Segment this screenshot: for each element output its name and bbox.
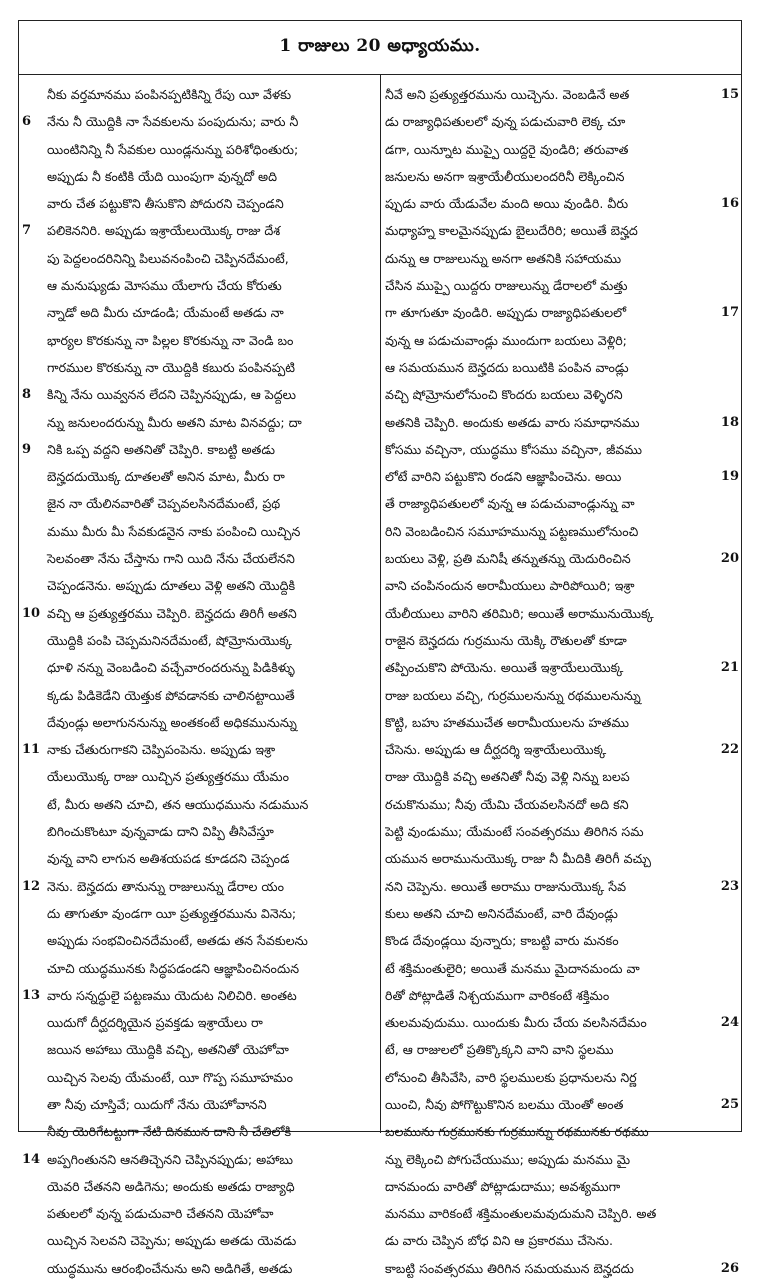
line-text: వచ్చి షోమ్రోనులోనుంచి కొందరు బయలు వెళ్ళిరని	[385, 387, 623, 403]
line-text: మనము వారికంటే శక్తిమంతులమవుదుమని చెప్పిరి. అత	[385, 1206, 657, 1222]
text-line	[385, 818, 741, 845]
text-line	[385, 190, 741, 217]
verse-number: 13	[22, 987, 41, 1003]
text-line	[21, 108, 377, 135]
line-text: తా నీవు చూస్తివే; యిదుగో నేను యెహోవానని	[47, 1096, 267, 1112]
text-line	[385, 518, 741, 545]
text-line	[21, 190, 377, 217]
line-text: నీవు యెరిగేటట్టుగా నేటి దినమున దాని నీ చేతిలోకి	[47, 1124, 292, 1140]
line-text: కులు అతని చూచి అనినదేమంటే, వారి దేవుండ్లు	[385, 905, 618, 921]
text-line	[385, 763, 741, 790]
page-header	[19, 21, 741, 75]
text-line	[21, 572, 377, 599]
text-line	[21, 845, 377, 872]
line-text: చూచి యుద్ధమునకు సిద్ధపడండని ఆజ్ఞాపించినందున	[47, 960, 300, 976]
text-line	[385, 1146, 741, 1173]
line-text: నికి ఒప్ప వద్దని అతనితో చెప్పిరి. కాబట్టి అతడు	[47, 441, 276, 457]
line-text: యేలుయొక్క రాజు యిచ్చిన ప్రత్యుత్తరము యేమం	[47, 769, 290, 785]
text-line	[21, 163, 377, 190]
verse-number: 17	[720, 305, 739, 321]
text-line	[385, 163, 741, 190]
verse-number: 16	[720, 196, 739, 212]
text-line	[385, 845, 741, 872]
text-line	[21, 1173, 377, 1200]
text-line	[21, 1146, 377, 1173]
line-text: న్నాడో అది మీరు చూడండి; యేమంటే అతడు నా	[47, 305, 284, 321]
line-text: భార్యల కొరకున్ను నా పిల్లల కొరకున్ను నా వెండి బం	[47, 332, 294, 348]
line-text: నాకు చేతురుగాకని చెప్పిపంపెను. అప్పుడు ఇశ్రా	[47, 742, 276, 758]
line-text: యిచ్చిన సెలవని చెప్పెను; అప్పుడు అతడు యెవడు	[47, 1233, 297, 1249]
line-text: జయిన అహాబు యొద్దికి వచ్చి, అతనితో యెహోవా	[47, 1042, 289, 1058]
line-text: కొట్టి, బహు హతముచేత అరామీయులను హతము	[385, 714, 630, 730]
line-text: బిగించుకొంటూ వున్నవాడు దాని విప్పి తీసివేస్తూ	[47, 824, 274, 840]
line-text: అప్పగింతునని ఆనతిచ్చెనని చెప్పినప్పుడు; అహాబు	[47, 1151, 294, 1167]
page-frame	[18, 20, 742, 1276]
line-text: యిదుగో దీర్ఘదర్శియైన ప్రవక్తడు ఇశ్రాయేలు రా	[47, 1015, 263, 1031]
line-text: లోనుంచి తీసివేసి, వారి స్థలములకు ప్రధానులను నిర్ణ	[385, 1069, 637, 1085]
text-line	[21, 299, 377, 326]
line-text: పలికెననిరి. అప్పుడు ఇశ్రాయేలుయొక్క రాజు దేశ	[47, 223, 281, 239]
verse-number: 22	[720, 742, 739, 758]
line-text: నని చెప్పెను. అయితే అరాము రాజునుయొక్క సేవ	[385, 878, 627, 894]
text-line	[21, 709, 377, 736]
line-text: అతనికి చెప్పిరి. అందుకు అతడు వారు సమాధానము	[385, 414, 640, 430]
line-text: యమున అరామునుయొక్క రాజు నీ మీదికి తిరిగీ వచ్చు	[385, 851, 652, 867]
text-line	[21, 1255, 377, 1282]
line-text: నీవే అని ప్రత్యుత్తరమును యిచ్చెను. వెంబడినే అత	[385, 87, 630, 102]
text-line	[21, 654, 377, 681]
line-text: దేవుండ్లు అలాగుననున్ను అంతకంటే అధికమునున్ను	[47, 714, 297, 730]
text-line	[385, 1064, 741, 1091]
text-line	[385, 1091, 741, 1118]
text-line	[21, 955, 377, 982]
line-text: చేసిన ముప్పై యిద్దరు రాజులున్ను డేరాలలో మత్తు	[385, 278, 628, 294]
text-line	[21, 1227, 377, 1254]
text-line	[21, 245, 377, 272]
text-line	[385, 490, 741, 517]
line-text: తులమవుదుము. యిందుకు మీరు చేయ వలసినదేమం	[385, 1015, 647, 1031]
line-text: నేను నీ యొద్దికి నా సేవకులను పంపుదును; వారు నీ	[47, 114, 299, 130]
text-line	[385, 791, 741, 818]
text-line	[21, 1091, 377, 1118]
line-text: చేసెను. అప్పుడు ఆ దీర్ఘదర్శి ఇశ్రాయేలుయొక్క	[385, 742, 607, 758]
text-line	[385, 245, 741, 272]
text-line	[21, 81, 377, 108]
text-line	[385, 409, 741, 436]
verse-number: 19	[720, 469, 739, 485]
text-line	[385, 545, 741, 572]
line-text: వున్న వాని లాగున అతిశయపడ కూడదని చెప్పండ	[47, 851, 290, 867]
line-text: ప్పుడు వారు యేడువేల మంది అయి వుండిరి. వీరు	[385, 196, 629, 212]
verse-number: 9	[22, 441, 32, 457]
line-text: పు పెద్దలందరినిన్ని పిలువనంపించి చెప్పినదేమంటే,	[47, 250, 289, 266]
line-text: దానమందు వారితో పోట్లాడుదాము; అవశ్యముగా	[385, 1178, 621, 1194]
line-text: ధూళి నన్ను వెంబడించి వచ్చేవారందరున్ను పిడికిళ్ళు	[47, 660, 295, 676]
text-line	[385, 272, 741, 299]
text-line	[21, 1036, 377, 1063]
line-text: రాజు బయలు వచ్చి, గుర్రములనున్ను రథములనున్ను	[385, 687, 641, 703]
verse-number: 7	[22, 223, 32, 239]
text-line	[21, 436, 377, 463]
text-line	[385, 1009, 741, 1036]
line-text: జనులను అనగా ఇశ్రాయేలీయులందరినీ లెక్కించిన	[385, 168, 625, 184]
text-line	[385, 736, 741, 763]
text-line	[385, 436, 741, 463]
verse-number: 12	[22, 878, 41, 894]
text-line	[385, 682, 741, 709]
verse-number: 6	[22, 114, 32, 130]
text-line	[21, 982, 377, 1009]
line-text: కోసము వచ్చినా, యుద్ధము కోసము వచ్చినా, జీవము	[385, 441, 642, 457]
text-line	[385, 572, 741, 599]
text-line	[21, 217, 377, 244]
text-line	[21, 354, 377, 381]
verse-number: 11	[22, 742, 41, 758]
line-text: క్కడు పిడికెడేని యెత్తుక పోవడానకు చాలినట్టాయితే	[47, 687, 295, 703]
line-text: రచుకొనుము; నీవు యేమి చేయవలసినదో అది కని	[385, 796, 629, 812]
text-line	[21, 600, 377, 627]
text-line	[21, 736, 377, 763]
line-text: తే రాజ్యాధిపతులలో వున్న ఆ పడుచువాండ్లున్ను వా	[385, 496, 635, 512]
line-text: ఆ మనుష్యుడు మోసము యేలాగు చేయ కోరుతు	[47, 278, 282, 294]
verse-number: 18	[720, 414, 739, 430]
text-line	[21, 873, 377, 900]
line-text: తప్పించుకొని పోయెను. అయితే ఇశ్రాయేలుయొక్క	[385, 660, 624, 676]
text-line	[385, 600, 741, 627]
line-text: వచ్చి ఆ ప్రత్యుత్తరము చెప్పిరి. బెన్హదదు తిరిగీ అతని	[47, 605, 297, 621]
line-text: యొద్దికి పంపి చెప్పమనినదేమంటే, షోమ్రోనుయొక్క	[47, 632, 292, 648]
text-line	[385, 108, 741, 135]
text-line	[21, 927, 377, 954]
line-text: డు రాజ్యాధిపతులలో వున్న పడుచువారి లెక్క చూ	[385, 114, 626, 130]
text-line	[21, 763, 377, 790]
line-text: జైన నా యేలినవారితో చెప్పవలసినదేమంటే, ప్రథ	[47, 496, 281, 512]
text-line	[385, 217, 741, 244]
line-text: పతులలో వున్న పడుచువారి చేతనని యెహోవా	[47, 1206, 274, 1222]
text-line	[21, 1064, 377, 1091]
text-line	[21, 518, 377, 545]
verse-number: 21	[720, 660, 739, 676]
text-line	[21, 1200, 377, 1227]
line-text: నెను. బెన్హదదు తానున్ను రాజులున్ను డేరాల యం	[47, 878, 284, 894]
line-text: రాజైన బెన్హదదు గుర్రమును యెక్కి రౌతులతో కూడా	[385, 632, 627, 648]
text-line	[21, 818, 377, 845]
text-line	[21, 490, 377, 517]
line-text: మము మీరు మీ సేవకుడనైన నాకు పంపించి యిచ్చిన	[47, 523, 301, 539]
verse-number: 26	[720, 1260, 739, 1276]
page-title: 1 రాజులు 20 అధ్యాయము.	[279, 35, 481, 56]
text-line	[21, 1118, 377, 1145]
text-line	[385, 381, 741, 408]
verse-number: 23	[720, 878, 739, 894]
line-text: చెప్పండనెను. అప్పుడు దూతలు వెళ్లి అతని యొద్దికి	[47, 578, 296, 594]
text-line	[385, 1036, 741, 1063]
line-text: బెన్హదదుయొక్క దూతలతో అనిన మాట, మీరు రా	[47, 469, 285, 485]
line-text: యింటినిన్ని నీ సేవకుల యిండ్లనున్ను పరిశోధింతురు;	[47, 141, 299, 157]
verse-number: 25	[720, 1096, 739, 1112]
text-line	[385, 1227, 741, 1254]
verse-number: 14	[22, 1151, 41, 1167]
line-text: రిని వెంబడించిన సమూహమున్ను పట్టణములోనుంచి	[385, 523, 639, 539]
text-line	[21, 900, 377, 927]
line-text: యిచ్చిన సెలవు యేమంటే, యీ గొప్ప సమూహమం	[47, 1069, 294, 1085]
line-text: గారముల కొరకున్ను నా యొద్దికి కబురు పంపినప్పటి	[47, 359, 295, 375]
line-text: టే, ఆ రాజులలో ప్రతిక్కొక్కని వాని వాని స్థలము	[385, 1042, 614, 1058]
line-text: అప్పుడు సంభవించినదేమంటే, అతడు తన సేవకులను	[47, 933, 308, 949]
line-text: యించి, నీవు పోగొట్టుకొనిన బలము యెంతో అంత	[385, 1096, 624, 1112]
text-line	[21, 1009, 377, 1036]
line-text: బయలు వెళ్లి, ప్రతి మనిషీ తన్నుతన్ను యెదురించిన	[385, 551, 631, 567]
line-text: కొండ దేవుండ్లయి వున్నారు; కాబట్టి వారు మనకం	[385, 933, 619, 949]
line-text: బలమును గుర్రమునకు గుర్రమున్ను రథమునకు రథము	[385, 1124, 649, 1140]
line-text: వాని చంపినందున అరామీయులు పారిపోయిరి; ఇశ్రా	[385, 578, 635, 594]
text-line	[385, 955, 741, 982]
line-text: రితో పోట్లాడితే నిశ్చయముగా వారికంటే శక్తిమం	[385, 987, 610, 1003]
text-line	[385, 463, 741, 490]
line-text: టే శక్తిమంతులైరి; అయితే మనము మైదానమందు వా	[385, 960, 640, 976]
text-line	[385, 900, 741, 927]
text-line	[385, 927, 741, 954]
line-text: నీకు వర్తమానము పంపినప్పటికిన్ని రేపు యీ వేళకు	[47, 87, 292, 102]
verse-number: 15	[720, 87, 739, 102]
text-line	[385, 709, 741, 736]
text-line	[385, 299, 741, 326]
verse-number: 8	[22, 387, 32, 403]
line-text: టే, మీరు అతని చూచి, తన ఆయుధమును నడుమున	[47, 796, 309, 812]
line-text: న్ను జనులందరున్ను మీరు అతని మాట వినవద్దు; దా	[47, 414, 302, 430]
text-line	[21, 682, 377, 709]
text-line	[21, 463, 377, 490]
line-text: కిన్ని నేను యివ్వనన లేదని చెప్పినప్పుడు, ఆ పెద్దలు	[47, 387, 296, 403]
line-text: యేలీయులు వారిని తరిమిరి; అయితే అరామునుయొక్క	[385, 605, 654, 621]
right-column	[385, 81, 741, 1282]
text-line	[385, 1118, 741, 1145]
line-text: వున్న ఆ పడుచువాండ్లు ముందుగా బయలు వెళ్లిరి;	[385, 332, 627, 348]
text-line	[385, 136, 741, 163]
verse-number: 10	[22, 605, 41, 621]
line-text: దున్ను ఆ రాజులున్ను అనగా అతనికి సహాయము	[385, 250, 622, 266]
text-line	[385, 1255, 741, 1282]
line-text: యెవరి చేతనని అడిగెను; అందుకు అతడు రాజ్యాధి	[47, 1178, 295, 1194]
line-text: మధ్యాహ్న కాలమైనప్పుడు బైలుదేరిరి; అయితే బెన్హద	[385, 223, 638, 239]
line-text: వారు సన్నద్ధులై పట్టణము యెదుట నిలిచిరి. అంతట	[47, 987, 297, 1003]
line-text: పెట్టి వుండుము; యేమంటే సంవత్సరము తిరిగిన సమ	[385, 824, 644, 840]
left-column	[21, 81, 377, 1282]
text-line	[385, 627, 741, 654]
text-line	[385, 1200, 741, 1227]
line-text: కాబట్టి సంవత్సరము తిరిగిన సమయమున బెన్హదదు	[385, 1260, 634, 1276]
text-line	[385, 1173, 741, 1200]
line-text: అప్పుడు నీ కంటికి యేది యింపుగా వున్నదో అది	[47, 168, 278, 184]
line-text: ఆ సమయమున బెన్హదదు బయిటికి పంపిన వాండ్లు	[385, 359, 629, 375]
line-text: వారు చేత పట్టుకొని తీసుకొని పోదురని చెప్పండని	[47, 196, 284, 212]
line-text: దు తాగుతూ వుండగా యీ ప్రత్యుత్తరమును వినెను;	[47, 905, 297, 921]
line-text: డు వారు చెప్పిన బోధ విని ఆ ప్రకారము చేసెను.	[385, 1233, 613, 1249]
text-line	[21, 327, 377, 354]
text-line	[385, 654, 741, 681]
line-text: సెలవంతా నేను చేస్తాను గాని యిది నేను చేయలేనని	[47, 551, 295, 567]
text-line	[21, 136, 377, 163]
line-text: లోటే వారిని పట్టుకొని రండని ఆజ్ఞాపించెను. అయి	[385, 469, 622, 485]
line-text: గా తూగుతూ వుండిరి. అప్పుడు రాజ్యాధిపతులలో	[385, 305, 627, 321]
verse-number: 24	[720, 1015, 739, 1031]
text-line	[385, 327, 741, 354]
text-line	[385, 982, 741, 1009]
column-divider	[380, 75, 381, 1133]
line-text: యుద్ధమును ఆరంభించేనును అని అడిగితే, అతడు	[47, 1260, 293, 1276]
text-line	[385, 81, 741, 108]
text-line	[385, 354, 741, 381]
line-text: రాజు యొద్దికి వచ్చి అతనితో నీవు వెళ్లి నిన్ను బలప	[385, 769, 630, 785]
text-line	[21, 791, 377, 818]
line-text: డగా, యిన్నూట ముప్పై యిద్దరై వుండిరి; తరువాత	[385, 141, 629, 157]
text-line	[21, 627, 377, 654]
verse-number: 20	[720, 551, 739, 567]
text-line	[21, 381, 377, 408]
text-line	[21, 272, 377, 299]
text-line	[21, 409, 377, 436]
text-line	[21, 545, 377, 572]
text-line	[385, 873, 741, 900]
line-text: న్ను లెక్కించి పోగుచేయుము; అప్పుడు మనము మై	[385, 1151, 631, 1167]
